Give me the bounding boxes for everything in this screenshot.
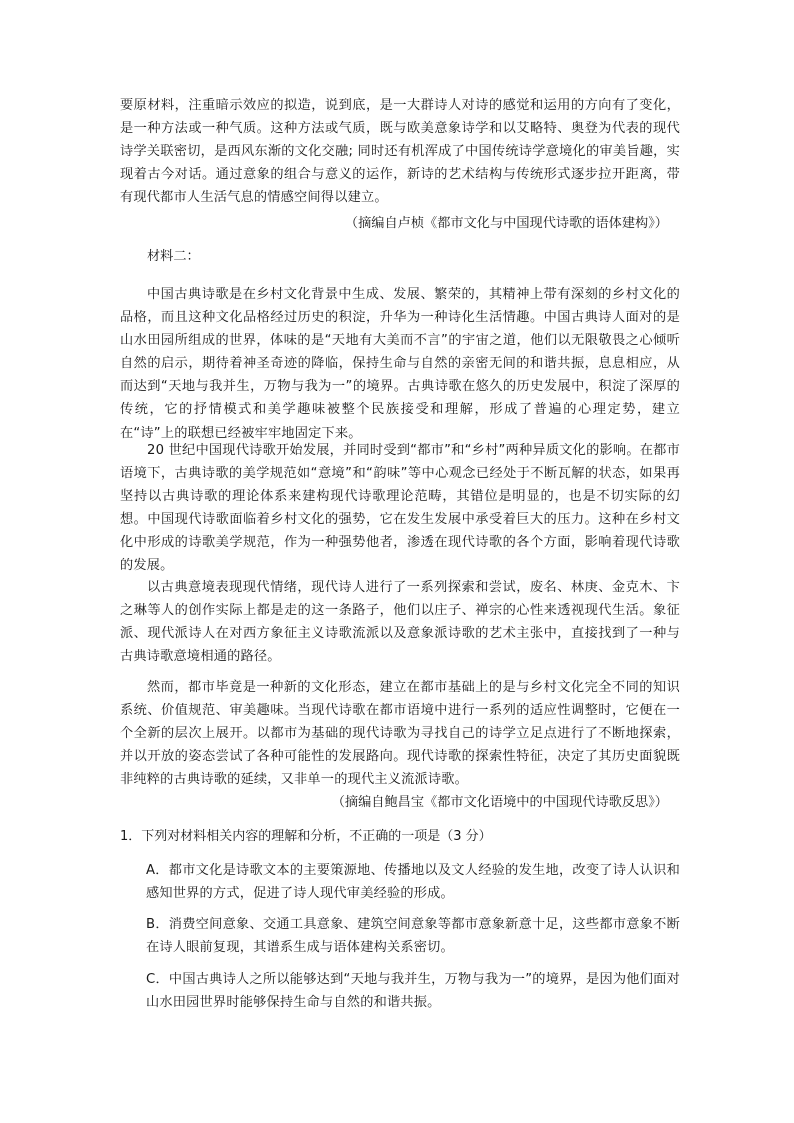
question-1-option-a: A．都市文化是诗歌文本的主要策源地、传播地以及文人经验的发生地，改变了诗人认识和感知世界的方式，促进了诗人现代审美经验的形成。 — [146, 863, 680, 902]
question-1-option-b: B．消费空间意象、交通工具意象、建筑空间意象等都市意象新意十足，这些都市意象不断在诗人眼前复现，其谱系生成与语体建构关系密切。 — [146, 917, 680, 956]
source-citation-1: （摘编自卢桢《都市文化与中国现代诗歌的语体建构》） — [344, 216, 668, 231]
source-citation-2: （摘编自鲍昌宝《都市文化语境中的中国现代诗歌反思》） — [331, 795, 668, 810]
material-2-paragraph-3: 以古典意境表现现代情绪，现代诗人进行了一系列探索和尝试，废名、林庚、金克木、卞之琳等人的创作实际上都是走的这一条路子，他们以庄子、禅宗的心性来透视现代生活。象征派、现代派诗人在对西方象征主义诗歌流派以及意象派诗歌的艺术主张中，直接找到了一种与古典诗歌意境相通的路径。 — [120, 580, 680, 665]
material-2-paragraph-2: 20 世纪中国现代诗歌开始发展，并同时受到“都市”和“乡村”两种异质文化的影响。在都市语境下，古典诗歌的美学规范如“意境”和“韵味”等中心观念已经处于不断瓦解的状态，如果再坚持以古典诗歌的理论体系来建构现代诗歌理论范畴，其错位是明显的，也是不切实际的幻想。中国现代诗歌面临着乡村文化的强势，它在发生发展中承受着巨大的压力。这种在乡村文化中形成的诗歌美学规范，作为一种强势他者，渗透在现代诗歌的各个方面，影响着现代诗歌的发展。 — [120, 443, 680, 574]
question-1-stem: 1．下列对材料相关内容的理解和分析，不正确的一项是（3 分） — [120, 829, 492, 844]
material-2-label: 材料二： — [147, 249, 200, 264]
question-1-option-c: C．中国古典诗人之所以能够达到“天地与我并生，万物与我为一”的境界，是因为他们面对山水田园世界时能够保持生命与自然的和谐共振。 — [146, 972, 680, 1011]
material-2-paragraph-1: 中国古典诗歌是在乡村文化背景中生成、发展、繁荣的，其精神上带有深刻的乡村文化的品格，而且这种文化品格经过历史的积淀，升华为一种诗化生活情趣。中国古典诗人面对的是山水田园所组成的世界，体味的是“天地有大美而不言”的宇宙之道，他们以无限敬畏之心倾听自然的启示，期待着神圣奇迹的降临，保持生命与自然的亲密无间的和谐共振，息息相应，从而达到“天地与我并生，万物与我为一”的境界。古典诗歌在悠久的历史发展中，积淀了深厚的传统，它的抒情模式和美学趣味被整个民族接受和理解，形成了普遍的心理定势，建立在“诗”上的联想已经被牢牢地固定下来。 — [120, 287, 680, 441]
material-2-paragraph-4: 然而，都市毕竟是一种新的文化形态，建立在都市基础上的是与乡村文化完全不同的知识系统、价值规范、审美趣味。当现代诗歌在都市语境中进行一系列的适应性调整时，它便在一个全新的层次上展开。以都市为基础的现代诗歌为寻找自己的诗学立足点进行了不断地探索，并以开放的姿态尝试了各种可能性的发展路向。现代诗歌的探索性特征，决定了其历史面貌既非纯粹的古典诗歌的延续，又非单一的现代主义流派诗歌。 — [120, 680, 680, 788]
intro-paragraph: 要原材料，注重暗示效应的拟造，说到底，是一大群诗人对诗的感觉和运用的方向有了变化，是一种方法或一种气质。这种方法或气质，既与欧美意象诗学和以艾略特、奥登为代表的现代诗学关联密切，是西风东渐的文化交融; 同时还有机浑成了中国传统诗学意境化的审美旨趣，实现着古今对话。通过意象的组合与意义的运作，新诗的艺术结构与传统形式逐步拉开距离，带有现代都市人生活气息的情感空间得以建立。 — [120, 98, 680, 206]
